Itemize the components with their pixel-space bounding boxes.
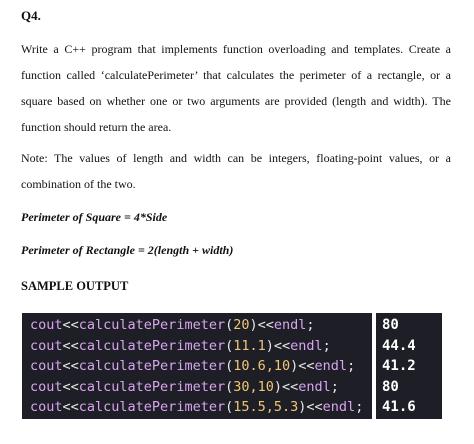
- code-line: cout<<calculatePerimeter(15.5,5.3)<<endl;: [30, 399, 364, 415]
- code-operator: <<: [62, 358, 79, 374]
- console-output-panel: [376, 313, 442, 419]
- output-value: 41.2: [382, 358, 416, 374]
- output-value: 80: [382, 317, 399, 333]
- code-args: 10.6,10: [233, 358, 291, 374]
- output-value: 44.4: [382, 337, 416, 354]
- formula-square: Perimeter of Square = 4*Side: [21, 210, 168, 224]
- code-endl: endl: [314, 358, 348, 374]
- code-operator: <<: [282, 378, 299, 395]
- code-operator: <<: [62, 399, 79, 415]
- code-sample-panel: [22, 313, 372, 419]
- code-function: calculatePerimeter: [78, 378, 226, 395]
- code-args: 30,10: [233, 378, 274, 395]
- code-line: cout<<calculatePerimeter(11.1)<<endl;: [30, 337, 331, 354]
- code-function: calculatePerimeter: [78, 337, 226, 354]
- formula-rectangle: Perimeter of Rectangle = 2(length + width): [21, 243, 234, 257]
- code-args: 11.1: [233, 337, 266, 354]
- code-keyword: cout: [30, 317, 63, 333]
- code-endl: endl: [322, 399, 356, 415]
- code-operator: <<: [257, 317, 274, 333]
- code-function: calculatePerimeter: [78, 317, 226, 333]
- code-keyword: cout: [30, 337, 63, 354]
- sample-output-heading: SAMPLE OUTPUT: [21, 279, 129, 293]
- output-value: 41.6: [382, 399, 416, 415]
- output-value: 80: [382, 378, 399, 395]
- question-instructions: Write a C++ program that implements function overloading and templates. Create a function called ‘calculatePerimeter’ that calculates the perimeter of a rectangle, or a square based on whether one or two arguments are provided (length and width). The function should return the area.: [21, 42, 451, 134]
- code-function: calculatePerimeter: [78, 358, 226, 374]
- code-keyword: cout: [30, 358, 63, 374]
- code-function: calculatePerimeter: [78, 399, 226, 415]
- code-endl: endl: [290, 337, 323, 354]
- code-args: 15.5,5.3: [233, 399, 299, 415]
- code-operator: <<: [62, 378, 79, 395]
- code-operator: <<: [306, 399, 323, 415]
- code-operator: <<: [62, 337, 79, 354]
- question-label: Q4.: [21, 8, 41, 23]
- code-operator: <<: [62, 317, 79, 333]
- code-line: cout<<calculatePerimeter(20)<<endl;: [30, 317, 315, 333]
- code-operator: <<: [298, 358, 315, 374]
- question-note: Note: The values of length and width can be integers, floating-point values, or a combination of the two.: [21, 151, 451, 191]
- code-endl: endl: [298, 378, 331, 395]
- code-operator: <<: [273, 337, 291, 354]
- code-keyword: cout: [30, 399, 63, 415]
- code-line: cout<<calculatePerimeter(30,10)<<endl;: [30, 378, 339, 395]
- code-endl: endl: [273, 317, 307, 333]
- code-line: cout<<calculatePerimeter(10.6,10)<<endl;: [30, 358, 356, 374]
- code-keyword: cout: [30, 378, 63, 395]
- code-args: 20: [233, 317, 250, 333]
